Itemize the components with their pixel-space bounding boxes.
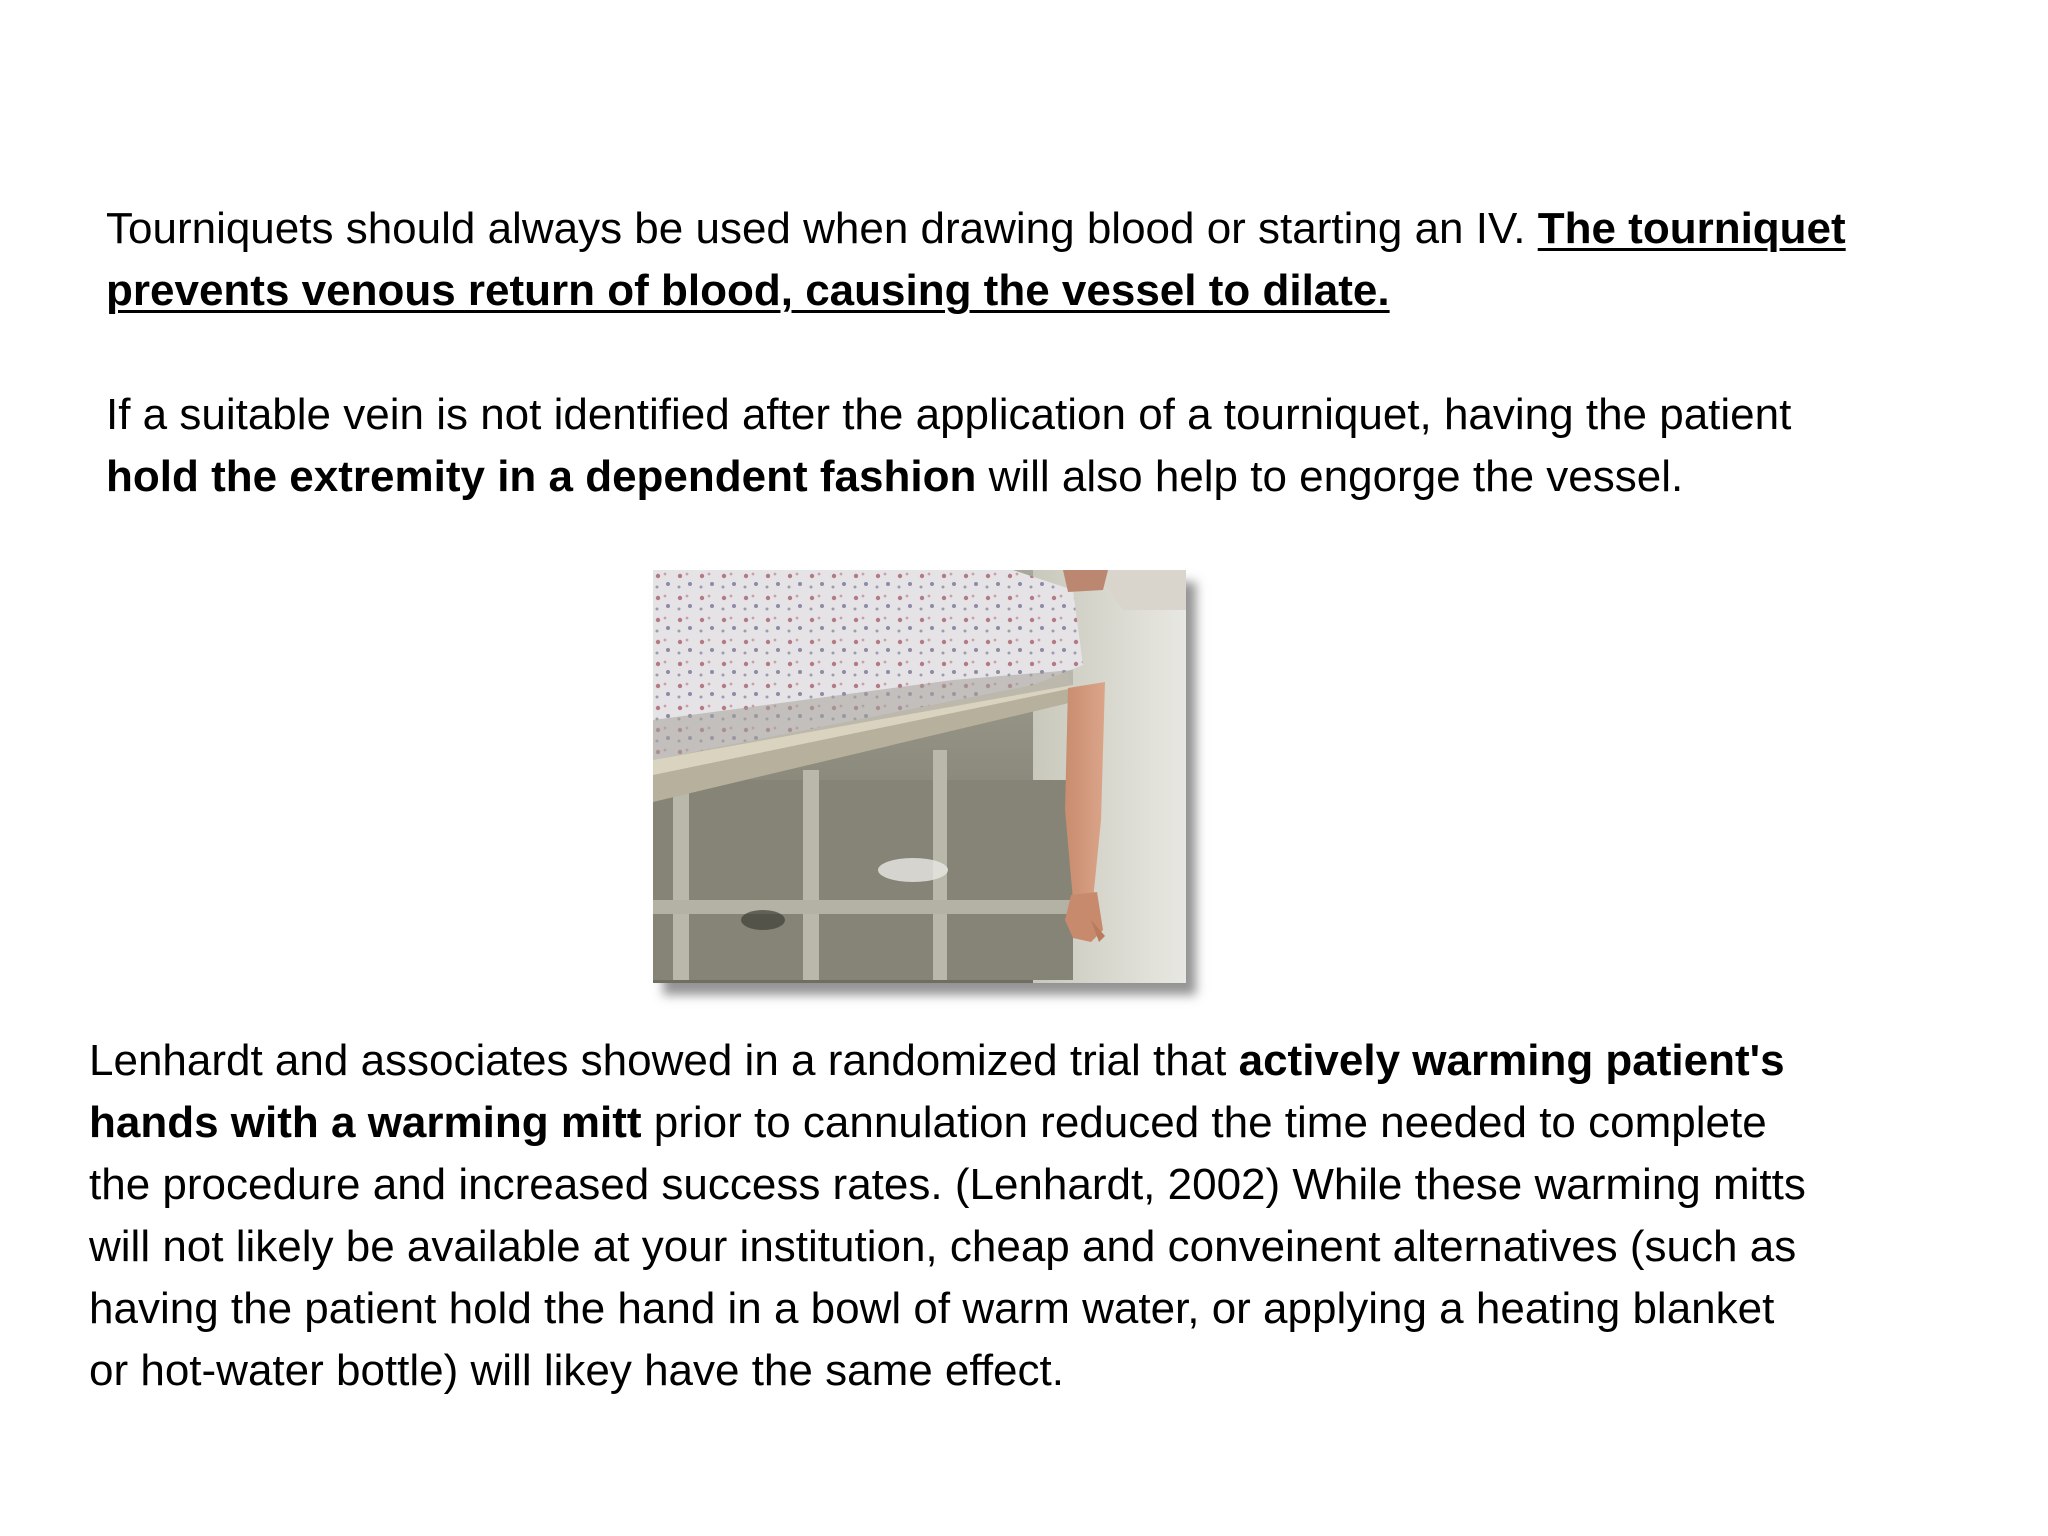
patient-arm-photo xyxy=(653,570,1186,983)
warming-paragraph xyxy=(89,1030,1969,1402)
warming-emphasis-1: actively warming patient's xyxy=(1238,1036,1785,1085)
warming-text-2: prior to cannulation reduced the time needed to complete xyxy=(641,1098,1767,1147)
dependent-position-paragraph xyxy=(106,384,2006,508)
tourniquet-text: Tourniquets should always be used when drawing blood or starting an IV. xyxy=(106,204,1538,253)
warming-text-6: or hot-water bottle) will likey have the same effect. xyxy=(89,1346,1064,1395)
tourniquet-paragraph xyxy=(106,198,2006,322)
warming-text-4: will not likely be available at your institution, cheap and conveinent alternatives (such as xyxy=(89,1222,1797,1271)
tourniquet-emphasis-line2: prevents venous return of blood, causing the vessel to dilate. xyxy=(106,266,1390,315)
warming-emphasis-2: hands with a warming mitt xyxy=(89,1098,642,1147)
warming-text-1: Lenhardt and associates showed in a randomized trial that xyxy=(89,1036,1239,1085)
photo-patient-arm-dependent-icon xyxy=(653,570,1186,983)
dependent-text-end: will also help to engorge the vessel. xyxy=(976,452,1684,501)
warming-text-3: the procedure and increased success rates. (Lenhardt, 2002) While these warming mitts xyxy=(89,1160,1806,1209)
tourniquet-emphasis-line1: The tourniquet xyxy=(1537,204,1846,253)
dependent-emphasis: hold the extremity in a dependent fashion xyxy=(106,452,977,501)
warming-text-5: having the patient hold the hand in a bowl of warm water, or applying a heating blanket xyxy=(89,1284,1775,1333)
dependent-text: If a suitable vein is not identified after the application of a tourniquet, having the patient xyxy=(106,390,1792,439)
